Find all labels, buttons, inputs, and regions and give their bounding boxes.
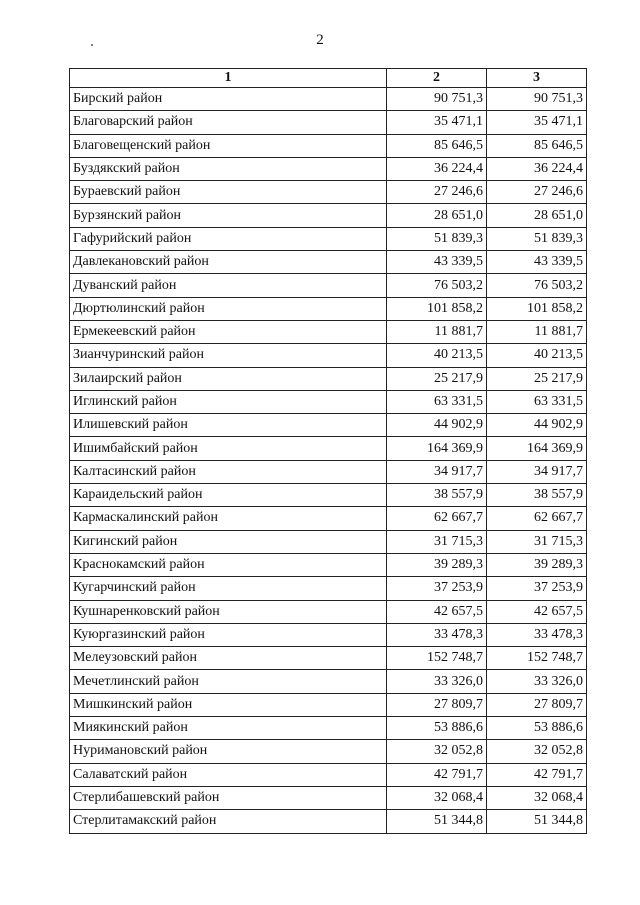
- value-col-2-cell: 11 881,7: [387, 320, 487, 343]
- value-col-3-cell: 25 217,9: [487, 367, 587, 390]
- district-name-cell: Зианчуринский район: [70, 344, 387, 367]
- district-name-cell: Бураевский район: [70, 181, 387, 204]
- table-row: [70, 227, 587, 250]
- district-name-cell: Мишкинский район: [70, 693, 387, 716]
- value-col-3-cell: 44 902,9: [487, 414, 587, 437]
- table-row: [70, 763, 587, 786]
- value-col-3-cell: 152 748,7: [487, 647, 587, 670]
- value-col-2-cell: 27 246,6: [387, 181, 487, 204]
- value-col-3-cell: 34 917,7: [487, 460, 587, 483]
- value-col-3-cell: 76 503,2: [487, 274, 587, 297]
- value-col-2-cell: 36 224,4: [387, 157, 487, 180]
- district-name-cell: Кушнаренковский район: [70, 600, 387, 623]
- value-col-2-cell: 33 478,3: [387, 623, 487, 646]
- district-name-cell: Миякинский район: [70, 717, 387, 740]
- value-col-3-cell: 63 331,5: [487, 390, 587, 413]
- header-col-3: 3: [487, 69, 587, 88]
- table-row: [70, 647, 587, 670]
- value-col-2-cell: 27 809,7: [387, 693, 487, 716]
- value-col-3-cell: 90 751,3: [487, 88, 587, 111]
- district-name-cell: Кармаскалинский район: [70, 507, 387, 530]
- table-row: [70, 414, 587, 437]
- value-col-2-cell: 39 289,3: [387, 553, 487, 576]
- value-col-2-cell: 34 917,7: [387, 460, 487, 483]
- district-name-cell: Куюргазинский район: [70, 623, 387, 646]
- value-col-3-cell: 28 651,0: [487, 204, 587, 227]
- value-col-2-cell: 32 052,8: [387, 740, 487, 763]
- table-row: [70, 460, 587, 483]
- table-row: [70, 204, 587, 227]
- value-col-3-cell: 32 068,4: [487, 786, 587, 809]
- table-row: [70, 251, 587, 274]
- value-col-2-cell: 85 646,5: [387, 134, 487, 157]
- value-col-2-cell: 53 886,6: [387, 717, 487, 740]
- district-name-cell: Мечетлинский район: [70, 670, 387, 693]
- value-col-3-cell: 27 246,6: [487, 181, 587, 204]
- table-row: [70, 810, 587, 833]
- table-row: [70, 274, 587, 297]
- district-name-cell: Краснокамский район: [70, 553, 387, 576]
- value-col-2-cell: 40 213,5: [387, 344, 487, 367]
- table-row: [70, 88, 587, 111]
- district-name-cell: Мелеузовский район: [70, 647, 387, 670]
- value-col-3-cell: 51 839,3: [487, 227, 587, 250]
- district-name-cell: Благоварский район: [70, 111, 387, 134]
- value-col-2-cell: 31 715,3: [387, 530, 487, 553]
- table-row: [70, 344, 587, 367]
- district-name-cell: Кигинский район: [70, 530, 387, 553]
- value-col-3-cell: 31 715,3: [487, 530, 587, 553]
- district-name-cell: Благовещенский район: [70, 134, 387, 157]
- value-col-3-cell: 37 253,9: [487, 577, 587, 600]
- page-number: 2: [316, 32, 324, 48]
- value-col-3-cell: 43 339,5: [487, 251, 587, 274]
- district-name-cell: Иглинский район: [70, 390, 387, 413]
- table-row: [70, 367, 587, 390]
- value-col-2-cell: 101 858,2: [387, 297, 487, 320]
- district-name-cell: Стерлибашевский район: [70, 786, 387, 809]
- table-row: [70, 320, 587, 343]
- value-col-3-cell: 42 657,5: [487, 600, 587, 623]
- district-name-cell: Давлекановский район: [70, 251, 387, 274]
- district-name-cell: Нуримановский район: [70, 740, 387, 763]
- district-budget-table: [69, 68, 587, 834]
- table-row: [70, 670, 587, 693]
- district-name-cell: Калтасинский район: [70, 460, 387, 483]
- district-name-cell: Дюртюлинский район: [70, 297, 387, 320]
- district-name-cell: Гафурийский район: [70, 227, 387, 250]
- value-col-3-cell: 39 289,3: [487, 553, 587, 576]
- value-col-2-cell: 62 667,7: [387, 507, 487, 530]
- value-col-2-cell: 164 369,9: [387, 437, 487, 460]
- table-row: [70, 693, 587, 716]
- value-col-3-cell: 51 344,8: [487, 810, 587, 833]
- value-col-2-cell: 44 902,9: [387, 414, 487, 437]
- table-header-row: [70, 69, 587, 88]
- table-row: [70, 600, 587, 623]
- table-row: [70, 553, 587, 576]
- value-col-2-cell: 33 326,0: [387, 670, 487, 693]
- value-col-3-cell: 53 886,6: [487, 717, 587, 740]
- district-name-cell: Кугарчинский район: [70, 577, 387, 600]
- value-col-2-cell: 76 503,2: [387, 274, 487, 297]
- value-col-2-cell: 152 748,7: [387, 647, 487, 670]
- table-row: [70, 623, 587, 646]
- district-name-cell: Илишевский район: [70, 414, 387, 437]
- value-col-3-cell: 35 471,1: [487, 111, 587, 134]
- scan-dot: [91, 44, 93, 46]
- value-col-3-cell: 42 791,7: [487, 763, 587, 786]
- value-col-3-cell: 85 646,5: [487, 134, 587, 157]
- value-col-3-cell: 38 557,9: [487, 484, 587, 507]
- value-col-2-cell: 35 471,1: [387, 111, 487, 134]
- value-col-2-cell: 51 344,8: [387, 810, 487, 833]
- value-col-3-cell: 101 858,2: [487, 297, 587, 320]
- table-row: [70, 181, 587, 204]
- table-row: [70, 577, 587, 600]
- header-col-1: 1: [70, 69, 387, 88]
- value-col-2-cell: 25 217,9: [387, 367, 487, 390]
- value-col-3-cell: 36 224,4: [487, 157, 587, 180]
- value-col-2-cell: 42 791,7: [387, 763, 487, 786]
- value-col-2-cell: 43 339,5: [387, 251, 487, 274]
- value-col-2-cell: 42 657,5: [387, 600, 487, 623]
- table-row: [70, 740, 587, 763]
- table-row: [70, 111, 587, 134]
- table-row: [70, 134, 587, 157]
- value-col-3-cell: 32 052,8: [487, 740, 587, 763]
- district-name-cell: Бурзянский район: [70, 204, 387, 227]
- value-col-2-cell: 90 751,3: [387, 88, 487, 111]
- value-col-3-cell: 164 369,9: [487, 437, 587, 460]
- district-name-cell: Бирский район: [70, 88, 387, 111]
- district-name-cell: Буздякский район: [70, 157, 387, 180]
- value-col-3-cell: 33 478,3: [487, 623, 587, 646]
- table-row: [70, 484, 587, 507]
- table-row: [70, 507, 587, 530]
- district-name-cell: Караидельский район: [70, 484, 387, 507]
- table-row: [70, 717, 587, 740]
- table-row: [70, 157, 587, 180]
- value-col-3-cell: 11 881,7: [487, 320, 587, 343]
- value-col-3-cell: 62 667,7: [487, 507, 587, 530]
- table-row: [70, 297, 587, 320]
- value-col-2-cell: 28 651,0: [387, 204, 487, 227]
- district-name-cell: Салаватский район: [70, 763, 387, 786]
- value-col-2-cell: 32 068,4: [387, 786, 487, 809]
- header-col-2: 2: [387, 69, 487, 88]
- value-col-2-cell: 63 331,5: [387, 390, 487, 413]
- district-name-cell: Стерлитамакский район: [70, 810, 387, 833]
- value-col-2-cell: 38 557,9: [387, 484, 487, 507]
- district-name-cell: Зилаирский район: [70, 367, 387, 390]
- table-body: [70, 88, 587, 834]
- district-name-cell: Дуванский район: [70, 274, 387, 297]
- table-row: [70, 390, 587, 413]
- district-name-cell: Ишимбайский район: [70, 437, 387, 460]
- value-col-3-cell: 33 326,0: [487, 670, 587, 693]
- table-row: [70, 530, 587, 553]
- value-col-2-cell: 51 839,3: [387, 227, 487, 250]
- district-name-cell: Ермекеевский район: [70, 320, 387, 343]
- table-row: [70, 786, 587, 809]
- value-col-3-cell: 27 809,7: [487, 693, 587, 716]
- value-col-2-cell: 37 253,9: [387, 577, 487, 600]
- value-col-3-cell: 40 213,5: [487, 344, 587, 367]
- table-row: [70, 437, 587, 460]
